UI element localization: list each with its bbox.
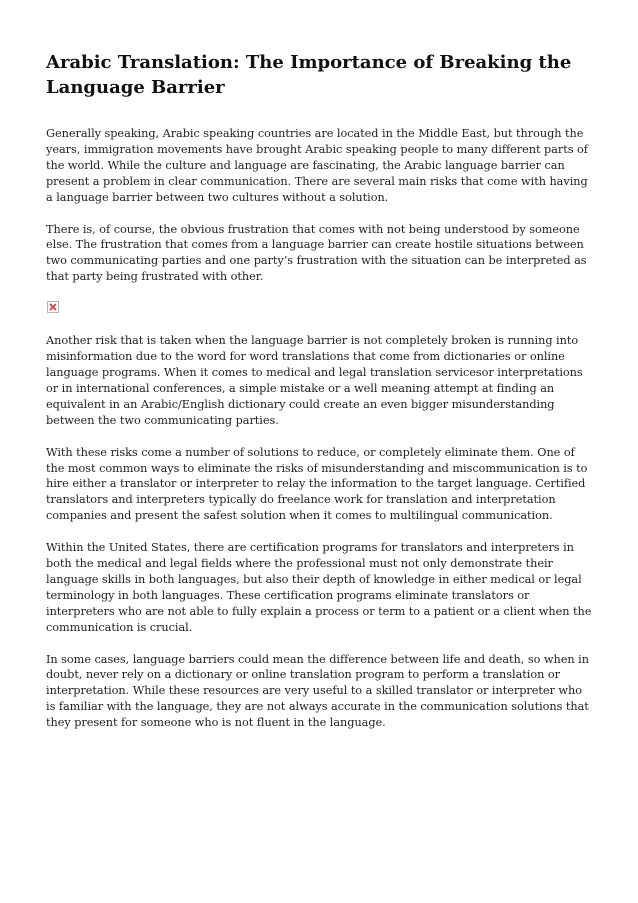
article-title: Arabic Translation: The Importance of Breaking the Language Barrier: [46, 52, 572, 98]
paragraph-3: Another risk that is taken when the language barrier is not completely broken is running into misinformation due to the word for word translations that come from dictionaries or online language programs. When it comes to medical and legal translation servicesor interpretations or in international conferences, a simple mistake or a well meaning attempt at finding an equivalent in an Arabic/English dictionary could create an even bigger misunderstanding between the two communicating parties.: [46, 334, 583, 427]
paragraph-2: There is, of course, the obvious frustration that comes with not being understood by someone else. The frustration that comes from a language barrier can create hostile situations between two communicating parties and one party’s frustration with the situation can be interpreted as that party being frustrated with other.: [46, 222, 587, 284]
paragraph-1: Generally speaking, Arabic speaking countries are located in the Middle East, but through the years, immigration movements have brought Arabic speaking people to many different parts of the world. While the culture and language are fascinating, the Arabic language barrier can present a problem in clear communication. There are several main risks that come with having a language barrier between two cultures without a solution.: [46, 127, 588, 204]
paragraph-6: In some cases, language barriers could mean the difference between life and death, so when in doubt, never rely on a dictionary or online translation program to perform a translation or interpretation. While these resources are very useful to a skilled translator or interpreter who is familiar with the language, they are not always accurate in the communication solutions that they present for someone who is not fluent in the language.: [46, 652, 589, 730]
paragraph-5: Within the United States, there are certification programs for translators and interpreters in both the medical and legal fields where the professional must not only demonstrate their language skills in both languages, but also their depth of knowledge in either medical or legal terminology in both languages. These certification programs eliminate translators or interpreters who are not able to fully explain a process or term to a patient or a client when the communication is crucial.: [46, 541, 592, 634]
paragraph-4: With these risks come a number of solutions to reduce, or completely eliminate them. One of the most common ways to eliminate the risks of misunderstanding and miscommunication is to hire either a translator or interpreter to relay the information to the target language. Certified translators and interpreters typically do freelance work for translation and interpretation companies and present the safest solution when it comes to multilingual communication.: [46, 445, 588, 523]
broken-image-icon: [47, 301, 59, 313]
document-page: [46, 50, 594, 747]
